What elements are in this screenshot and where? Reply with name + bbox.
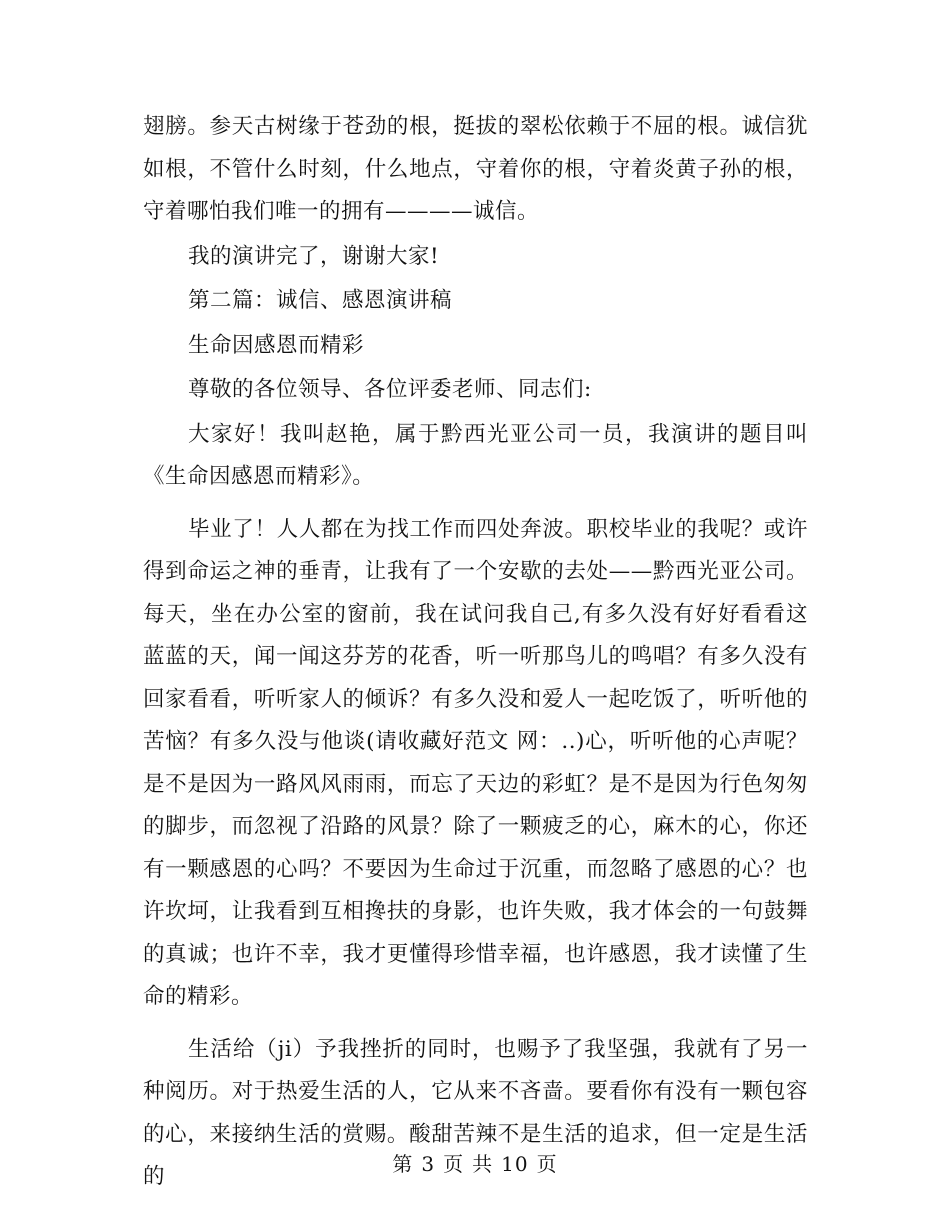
footer-label: 第 (392, 1152, 414, 1176)
paragraph-intro: 大家好！我叫赵艳，属于黔西光亚公司一员，我演讲的题目叫《生命因感恩而精彩》。 (143, 421, 808, 489)
total-pages-number: 10 (501, 1152, 529, 1176)
page-footer (0, 1148, 950, 1177)
footer-label: 页 (443, 1152, 465, 1176)
current-page-number: 3 (421, 1152, 436, 1176)
section-heading: 第二篇：诚信、感恩演讲稿 (188, 288, 453, 313)
paragraph-body: 生活给（ji）予我挫折的同时，也赐予了我坚强，我就有了另一种阅历。对于热爱生活的人，它从来不吝啬。要看你有没有一颗包容的心，来接纳生活的赏赐。酸甜苦辣不是生活的追求，但一定是生活的 (143, 1036, 808, 1189)
paragraph-continuation: 翅膀。参天古树缘于苍劲的根，挺拔的翠松依赖于不屈的根。诚信犹如根，不管什么时刻，什么地点，守着你的根，守着炎黄子孙的根，守着哪怕我们唯一的拥有————诚信。 (143, 114, 808, 224)
speech-title: 生命因感恩而精彩 (188, 332, 365, 358)
document-body (143, 106, 808, 1199)
salutation: 尊敬的各位领导、各位评委老师、同志们: (188, 377, 592, 402)
paragraph-closing: 我的演讲完了，谢谢大家! (188, 243, 440, 269)
footer-label: 页 (536, 1152, 558, 1176)
paragraph-body: 毕业了！人人都在为找工作而四处奔波。职校毕业的我呢？或许得到命运之神的垂青，让我有了一个安歇的去处——黔西光亚公司。每天，坐在办公室的窗前，我在试问我自己,有多久没有好好看看这蓝蓝的天，闻一闻这芬芳的花香，听一听那鸟儿的鸣唱？有多久没有回家看看，听听家人的倾诉？有多久没和爱人一起吃饭了，听听他的苦恼？有多久没与他谈(请收藏好范文 网：..)心，听听他的心声呢？是不是因为一路风风雨雨，而忘了天边的彩虹？是不是因为行色匆匆的脚步，而忽视了沿路的风景？除了一颗疲乏的心，麻木的心，你还有一颗感恩的心吗？不要因为生命过于沉重，而忽略了感恩的心？也许坎坷，让我看到互相搀扶的身影，也许失败，我才体会的一句鼓舞的真诚；也许不幸，我才更懂得珍惜幸福，也许感恩，我才读懂了生命的精彩。 (143, 516, 808, 1009)
footer-label: 共 (472, 1152, 494, 1176)
